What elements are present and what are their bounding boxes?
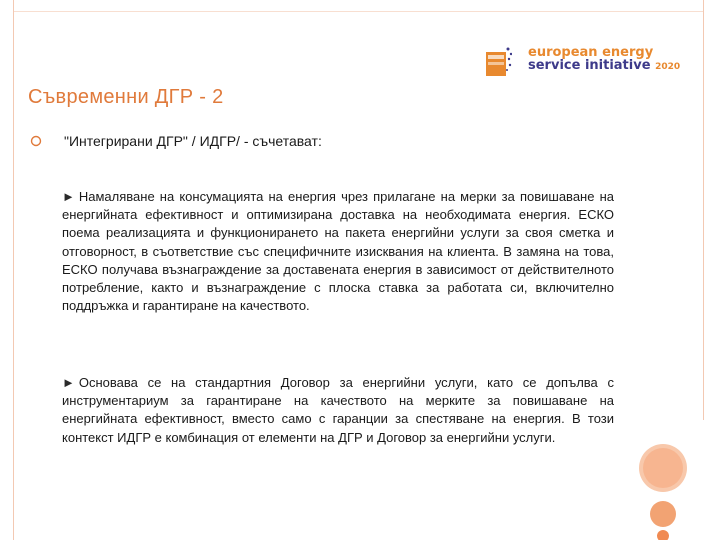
bullet-text: "Интегрирани ДГР" / ИДГР/ - съчетават: <box>64 133 322 149</box>
frame-right-line <box>703 0 704 420</box>
paragraph-1 <box>62 188 614 315</box>
eesi-flag-icon <box>486 46 512 76</box>
bullet-item <box>30 133 670 149</box>
arrow-marker: ► <box>62 189 75 204</box>
logo-line2: service initiative <box>528 58 651 73</box>
arrow-marker: ► <box>62 375 75 390</box>
decorative-circles <box>636 438 696 540</box>
eesi-logo <box>486 44 696 80</box>
logo-line1: european energy <box>528 45 654 60</box>
circle-medium <box>650 501 676 527</box>
slide-title: Съвременни ДГР - 2 <box>28 86 224 108</box>
paragraph-1-text: Намаляване на консумацията на енергия чрез прилагане на мерки за повишаване на енергийната ефективност и оптимизирана доставка на необходимата енергия. ЕСКО поема реализацията и функционирането на пакета енергийни услуги за своя сметка и отговорност, в съответствие със специфичните изисквания на клиента. В замяна на това, ЕСКО получава възнаграждение за доставената енергия в зависимост от действителното потребление, както и възнаграждение с плоска ставка за работата си, включително поддръжка и гарантиране на качеството. <box>62 189 614 314</box>
circle-large-inner <box>643 448 683 488</box>
logo-year: 2020 <box>655 62 681 72</box>
paragraph-2-text: Основава се на стандартния Договор за енергийни услуги, като се допълва с инструментариум за гарантиране на качеството на мерките за повишаване на енергийната ефективност, вместо само с гаранции за спестяване на енергия. В този контекст ИДГР е комбинация от елементи на ДГР и Договор за енергийни услуги. <box>62 375 614 445</box>
frame-top-line <box>13 11 703 12</box>
paragraph-2 <box>62 374 614 447</box>
circle-icon <box>30 135 42 147</box>
frame-left-line <box>13 0 14 540</box>
circle-small <box>657 530 669 540</box>
